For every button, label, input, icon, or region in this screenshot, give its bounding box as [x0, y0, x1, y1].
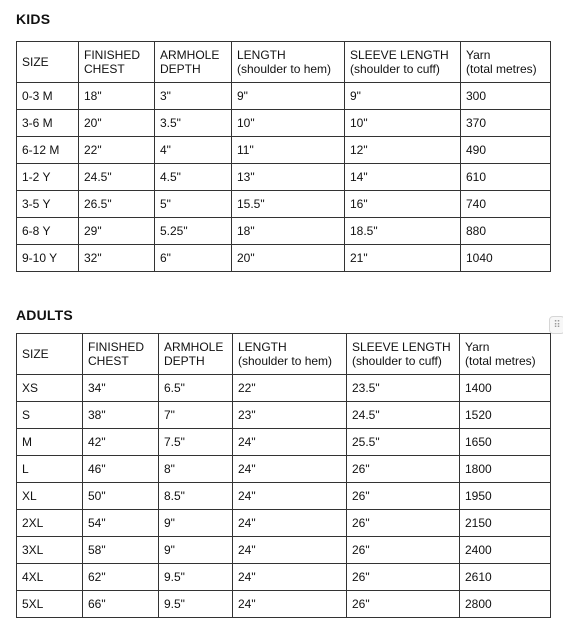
table-row [17, 164, 551, 191]
measurement-cell: 2400 [460, 537, 551, 564]
measurement-cell: 14" [345, 164, 461, 191]
measurement-cell: 23" [233, 402, 347, 429]
measurement-cell: 9.5" [159, 564, 233, 591]
adults-table-body [17, 375, 551, 618]
measurement-cell: 18" [232, 218, 345, 245]
measurement-cell: 15.5" [232, 191, 345, 218]
column-header-label: ARMHOLE [160, 48, 220, 62]
size-label-cell: XS [17, 375, 83, 402]
measurement-cell: 46" [83, 456, 159, 483]
measurement-cell: 24" [233, 483, 347, 510]
measurement-cell: 26" [347, 510, 460, 537]
size-label-cell: 6-8 Y [17, 218, 79, 245]
column-header [460, 334, 551, 375]
measurement-cell: 24" [233, 456, 347, 483]
size-label-cell: 4XL [17, 564, 83, 591]
measurement-cell: 8" [159, 456, 233, 483]
column-header-label: FINISHED [88, 340, 145, 354]
measurement-cell: 9" [345, 83, 461, 110]
table-row [17, 191, 551, 218]
measurement-cell: 58" [83, 537, 159, 564]
column-header-sublabel: (shoulder to hem) [237, 62, 332, 76]
measurement-cell: 9" [159, 537, 233, 564]
table-row [17, 564, 551, 591]
measurement-cell: 1400 [460, 375, 551, 402]
adults-table-header [17, 334, 551, 375]
measurement-cell: 2150 [460, 510, 551, 537]
column-header [345, 42, 461, 83]
column-header [159, 334, 233, 375]
column-header-label: ARMHOLE [164, 340, 224, 354]
size-label-cell: 3XL [17, 537, 83, 564]
measurement-cell: 26" [347, 483, 460, 510]
column-header-label: SLEEVE LENGTH [350, 48, 449, 62]
measurement-cell: 13" [232, 164, 345, 191]
column-header-label: SLEEVE LENGTH [352, 340, 451, 354]
measurement-cell: 32" [79, 245, 155, 272]
size-label-cell: 6-12 M [17, 137, 79, 164]
adults-size-table [16, 333, 551, 618]
measurement-cell: 4" [155, 137, 232, 164]
column-header-label: SIZE [22, 347, 49, 361]
measurement-cell: 7.5" [159, 429, 233, 456]
measurement-cell: 22" [79, 137, 155, 164]
size-label-cell: XL [17, 483, 83, 510]
size-label-cell: 1-2 Y [17, 164, 79, 191]
measurement-cell: 25.5" [347, 429, 460, 456]
measurement-cell: 10" [232, 110, 345, 137]
measurement-cell: 880 [461, 218, 551, 245]
size-label-cell: 9-10 Y [17, 245, 79, 272]
column-header-sublabel: (total metres) [465, 354, 536, 368]
measurement-cell: 9" [159, 510, 233, 537]
column-header [17, 334, 83, 375]
measurement-cell: 370 [461, 110, 551, 137]
size-label-cell: 0-3 M [17, 83, 79, 110]
measurement-cell: 2610 [460, 564, 551, 591]
table-row [17, 137, 551, 164]
measurement-cell: 1520 [460, 402, 551, 429]
column-header [155, 42, 232, 83]
kids-table-header [17, 42, 551, 83]
measurement-cell: 21" [345, 245, 461, 272]
measurement-cell: 26" [347, 591, 460, 618]
column-header-label: Yarn [466, 48, 491, 62]
measurement-cell: 300 [461, 83, 551, 110]
size-label-cell: 3-5 Y [17, 191, 79, 218]
column-header-label: LENGTH [238, 340, 287, 354]
table-header-row [17, 334, 551, 375]
measurement-cell: 740 [461, 191, 551, 218]
column-header [233, 334, 347, 375]
column-header-sublabel: (shoulder to cuff) [350, 62, 440, 76]
measurement-cell: 1650 [460, 429, 551, 456]
measurement-cell: 1040 [461, 245, 551, 272]
size-label-cell: 3-6 M [17, 110, 79, 137]
measurement-cell: 4.5" [155, 164, 232, 191]
measurement-cell: 6.5" [159, 375, 233, 402]
column-header [17, 42, 79, 83]
table-row [17, 245, 551, 272]
measurement-cell: 26" [347, 564, 460, 591]
column-header-sublabel: DEPTH [164, 354, 205, 368]
column-header-sublabel: CHEST [88, 354, 129, 368]
size-label-cell: L [17, 456, 83, 483]
size-label-cell: S [17, 402, 83, 429]
size-label-cell: 5XL [17, 591, 83, 618]
column-header [79, 42, 155, 83]
measurement-cell: 66" [83, 591, 159, 618]
measurement-cell: 54" [83, 510, 159, 537]
measurement-cell: 5.25" [155, 218, 232, 245]
measurement-cell: 26.5" [79, 191, 155, 218]
column-header-sublabel: CHEST [84, 62, 125, 76]
measurement-cell: 18" [79, 83, 155, 110]
measurement-cell: 9" [232, 83, 345, 110]
measurement-cell: 29" [79, 218, 155, 245]
table-row [17, 510, 551, 537]
table-row [17, 375, 551, 402]
column-header-sublabel: (shoulder to cuff) [352, 354, 442, 368]
measurement-cell: 24.5" [79, 164, 155, 191]
measurement-cell: 8.5" [159, 483, 233, 510]
measurement-cell: 26" [347, 456, 460, 483]
kids-table-body [17, 83, 551, 272]
column-header-label: SIZE [22, 55, 49, 69]
measurement-cell: 3.5" [155, 110, 232, 137]
table-row [17, 402, 551, 429]
measurement-cell: 42" [83, 429, 159, 456]
table-row [17, 110, 551, 137]
column-header-label: FINISHED [84, 48, 141, 62]
measurement-cell: 24" [233, 537, 347, 564]
column-header-sublabel: (total metres) [466, 62, 537, 76]
table-row [17, 83, 551, 110]
column-header [232, 42, 345, 83]
table-row [17, 456, 551, 483]
kids-size-table [16, 41, 551, 272]
measurement-cell: 24" [233, 564, 347, 591]
table-row [17, 429, 551, 456]
column-header-sublabel: (shoulder to hem) [238, 354, 333, 368]
column-header-label: LENGTH [237, 48, 286, 62]
column-header-label: Yarn [465, 340, 490, 354]
measurement-cell: 10" [345, 110, 461, 137]
measurement-cell: 2800 [460, 591, 551, 618]
measurement-cell: 610 [461, 164, 551, 191]
table-row [17, 537, 551, 564]
measurement-cell: 38" [83, 402, 159, 429]
measurement-cell: 62" [83, 564, 159, 591]
size-label-cell: M [17, 429, 83, 456]
measurement-cell: 9.5" [159, 591, 233, 618]
measurement-cell: 20" [232, 245, 345, 272]
adults-section-title: ADULTS [16, 307, 73, 323]
table-header-row [17, 42, 551, 83]
column-header [347, 334, 460, 375]
column-header [83, 334, 159, 375]
column-header [461, 42, 551, 83]
measurement-cell: 23.5" [347, 375, 460, 402]
measurement-cell: 34" [83, 375, 159, 402]
measurement-cell: 5" [155, 191, 232, 218]
measurement-cell: 1950 [460, 483, 551, 510]
table-row [17, 483, 551, 510]
measurement-cell: 50" [83, 483, 159, 510]
measurement-cell: 24" [233, 429, 347, 456]
measurement-cell: 490 [461, 137, 551, 164]
measurement-cell: 1800 [460, 456, 551, 483]
measurement-cell: 12" [345, 137, 461, 164]
measurement-cell: 24" [233, 510, 347, 537]
column-header-sublabel: DEPTH [160, 62, 201, 76]
size-label-cell: 2XL [17, 510, 83, 537]
kids-section-title: KIDS [16, 11, 51, 27]
measurement-cell: 6" [155, 245, 232, 272]
measurement-cell: 20" [79, 110, 155, 137]
measurement-cell: 24.5" [347, 402, 460, 429]
measurement-cell: 22" [233, 375, 347, 402]
measurement-cell: 18.5" [345, 218, 461, 245]
measurement-cell: 3" [155, 83, 232, 110]
table-row [17, 591, 551, 618]
grip-dots-icon[interactable]: ⠿ [549, 316, 563, 334]
measurement-cell: 7" [159, 402, 233, 429]
table-row [17, 218, 551, 245]
measurement-cell: 26" [347, 537, 460, 564]
measurement-cell: 11" [232, 137, 345, 164]
measurement-cell: 24" [233, 591, 347, 618]
measurement-cell: 16" [345, 191, 461, 218]
